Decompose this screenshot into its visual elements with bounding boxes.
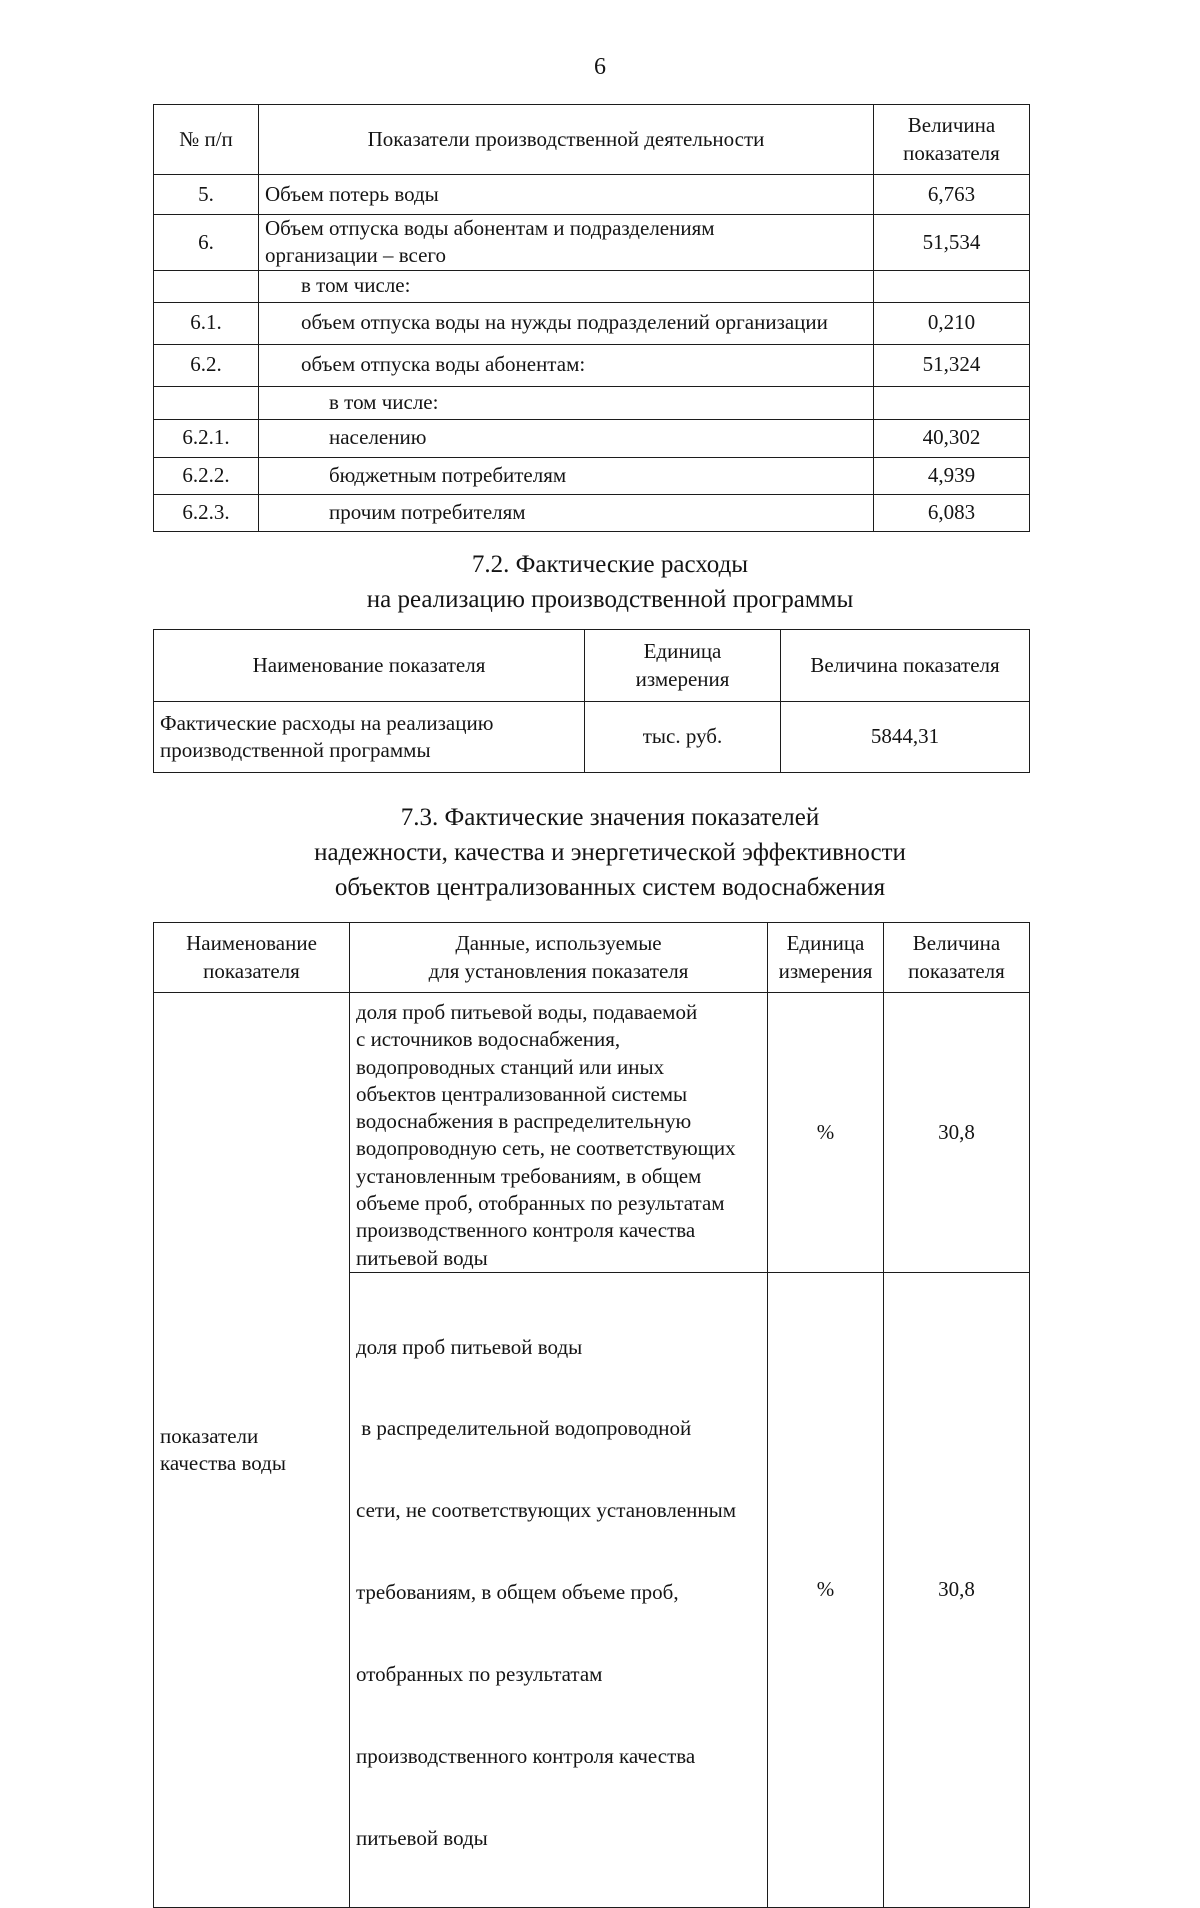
section-7-2-title-line1: 7.2. Фактические расходы <box>471 551 749 578</box>
row-value: 51,324 <box>874 344 1030 386</box>
desc-line: отобранных по результатам <box>356 1662 603 1687</box>
desc-line: объеме проб, отобранных по результатам <box>356 1191 725 1216</box>
desc-line: водопроводных станций или иных <box>356 1054 665 1079</box>
row-indicator: Объем потерь воды <box>259 175 874 215</box>
row-num <box>154 386 259 419</box>
header-unit-line2: измерения <box>778 958 873 983</box>
section-7-3-title-line2: надежности, качества и энергетической эффективности <box>314 839 906 866</box>
row-indicator: объем отпуска воды на нужды подразделений организации <box>259 302 874 344</box>
desc-line: сети, не соответствующих установленным <box>356 1498 737 1523</box>
page-number: 6 <box>594 54 606 80</box>
table-row <box>154 270 1030 302</box>
header-num: № п/п <box>154 105 259 175</box>
desc-line: доля проб питьевой воды <box>356 1334 583 1359</box>
row-num: 5. <box>154 175 259 215</box>
header-value: Величина показателя <box>781 630 1030 702</box>
table-row <box>154 215 1030 271</box>
actual-expenses-table <box>153 629 1030 773</box>
row-indicator-name-line2: производственной программы <box>160 738 431 762</box>
header-unit <box>585 630 781 702</box>
table-header-row <box>154 105 1030 175</box>
row-indicator: в том числе: <box>259 270 874 302</box>
header-value-line1: Величина <box>912 931 1001 956</box>
header-indicator-name-line2: показателя <box>203 958 300 983</box>
row-indicator-line1: Объем отпуска воды абонентам и подразделениям <box>265 216 715 240</box>
row-value: 6,763 <box>874 175 1030 215</box>
table-row <box>154 386 1030 419</box>
row-value: 5844,31 <box>781 702 1030 773</box>
desc-line: производственного контроля качества <box>356 1218 696 1243</box>
table-row <box>154 457 1030 494</box>
row-num: 6.2.1. <box>154 419 259 457</box>
row-unit: тыс. руб. <box>585 702 781 773</box>
row-indicator: объем отпуска воды абонентам: <box>259 344 874 386</box>
section-7-2-title-line2: на реализацию производственной программы <box>366 586 854 613</box>
table-header-row <box>154 923 1030 993</box>
row-indicator-name <box>154 702 585 773</box>
table-row <box>154 702 1030 773</box>
header-value-line1: Величина <box>907 113 996 138</box>
header-unit-line2: измерения <box>635 666 730 691</box>
header-data-line1: Данные, используемые <box>455 931 662 956</box>
row-indicator: населению <box>259 419 874 457</box>
row-value: 4,939 <box>874 457 1030 494</box>
row-num: 6.2.3. <box>154 494 259 531</box>
group-indicator-name-line1: показатели <box>160 1423 259 1448</box>
table-row <box>154 344 1030 386</box>
section-7-2-title <box>150 547 1070 617</box>
header-value-line2: показателя <box>908 958 1005 983</box>
row-value: 0,210 <box>874 302 1030 344</box>
section-7-3-title-line3: объектов централизованных систем водоснабжения <box>334 874 886 901</box>
header-value-line2: показателя <box>903 140 1000 165</box>
header-value <box>884 923 1030 993</box>
header-indicator-name <box>154 923 350 993</box>
desc-line: водопроводную сеть, не соответствующих <box>356 1136 736 1161</box>
row-num: 6.1. <box>154 302 259 344</box>
desc-line: объектов централизованной системы <box>356 1081 688 1106</box>
desc-line: производственного контроля качества <box>356 1744 696 1769</box>
row-value: 6,083 <box>874 494 1030 531</box>
row-value <box>874 270 1030 302</box>
desc-line: доля проб питьевой воды, подаваемой <box>356 1000 698 1024</box>
header-unit-line1: Единица <box>786 931 865 956</box>
desc-line: питьевой воды <box>356 1825 488 1850</box>
row-value <box>874 386 1030 419</box>
row-unit: % <box>768 1272 884 1907</box>
production-indicators-table <box>153 104 1030 532</box>
row-indicator <box>259 215 874 271</box>
header-data-line2: для установления показателя <box>428 958 689 983</box>
row-num: 6. <box>154 215 259 271</box>
table-row <box>154 175 1030 215</box>
section-7-3-title <box>150 800 1070 905</box>
row-indicator: бюджетным потребителям <box>259 457 874 494</box>
row-value: 40,302 <box>874 419 1030 457</box>
desc-line: питьевой воды <box>356 1245 488 1270</box>
group-indicator-name <box>154 993 350 1908</box>
desc-line: в распределительной водопроводной <box>356 1416 692 1441</box>
header-indicator: Показатели производственной деятельности <box>259 105 874 175</box>
row-value: 51,534 <box>874 215 1030 271</box>
header-indicator-name: Наименование показателя <box>154 630 585 702</box>
header-data <box>350 923 768 993</box>
table-row <box>154 494 1030 531</box>
desc-line: водоснабжения в распределительную <box>356 1109 692 1134</box>
group-indicator-name-line2: качества воды <box>160 1450 286 1475</box>
row-indicator: в том числе: <box>259 386 874 419</box>
desc-line: установленным требованиям, в общем <box>356 1163 702 1188</box>
row-indicator-name-line1: Фактические расходы на реализацию <box>160 710 494 735</box>
row-value: 30,8 <box>884 993 1030 1273</box>
row-indicator-line2: организации – всего <box>265 243 447 268</box>
header-unit <box>768 923 884 993</box>
row-num <box>154 270 259 302</box>
desc-line: требованиям, в общем объеме проб, <box>356 1580 679 1605</box>
row-unit: % <box>768 993 884 1273</box>
desc-line: с источников водоснабжения, <box>356 1027 621 1052</box>
row-num: 6.2.2. <box>154 457 259 494</box>
header-value <box>874 105 1030 175</box>
row-indicator: прочим потребителям <box>259 494 874 531</box>
row-num: 6.2. <box>154 344 259 386</box>
table-header-row <box>154 630 1030 702</box>
row-value: 30,8 <box>884 1272 1030 1907</box>
table-row <box>154 419 1030 457</box>
header-indicator-name-line1: Наименование <box>186 931 317 956</box>
water-quality-indicators-table <box>153 922 1030 1908</box>
row-data-description <box>350 993 768 1273</box>
row-data-description <box>350 1272 768 1907</box>
table-row <box>154 302 1030 344</box>
header-unit-line1: Единица <box>643 639 722 664</box>
table-row <box>154 993 1030 1273</box>
section-7-3-title-line1: 7.3. Фактические значения показателей <box>400 804 820 831</box>
